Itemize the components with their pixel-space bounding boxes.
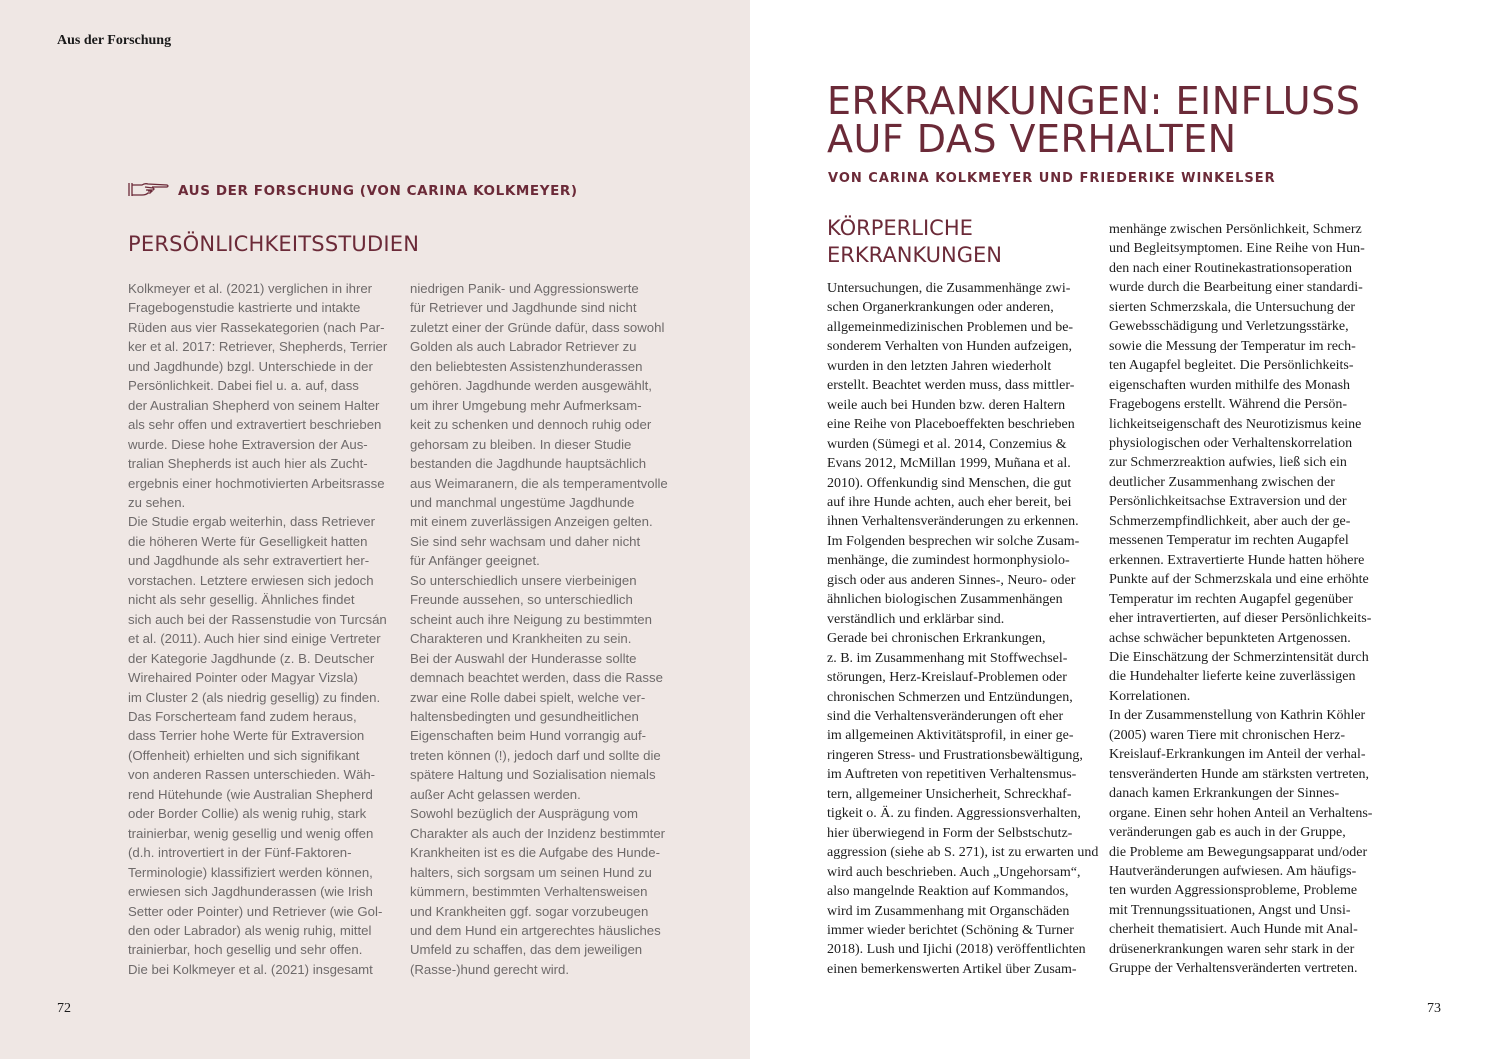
- text-line: (d.h. introvertiert in der Fünf-Faktoren-: [128, 845, 352, 861]
- section-heading: [827, 215, 1002, 269]
- text-line: ten Augapfel begleitet. Die Persönlichkeits-: [1109, 358, 1354, 374]
- text-line: et al. (2011). Auch hier sind einige Vertreter: [128, 631, 381, 647]
- text-line: ähnlichen biologischen Zusammenhängen: [827, 592, 1063, 608]
- text-line: tigkeit o. Ä. zu finden. Aggressionsverhalten,: [827, 806, 1081, 822]
- text-line: den oder Labrador) als wenig ruhig, mittel: [128, 922, 372, 938]
- text-line: physiologischen oder Verhaltenskorrelation: [1109, 435, 1353, 451]
- text-line: störungen, Herz-Kreislauf-Problemen oder: [827, 670, 1067, 686]
- text-line: sind die Verhaltensveränderungen oft eher: [827, 708, 1064, 724]
- text-line: Terminologie) klassifiziert werden können,: [128, 864, 373, 880]
- text-line: tensveränderten Hunde am stärksten vertreten,: [1109, 766, 1370, 782]
- text-line: außer Acht gelassen werden.: [410, 786, 581, 802]
- text-line: ergebnis einer hochmotivierten Arbeitsrasse: [128, 475, 385, 491]
- text-line: der Kategorie Jagdhunde (z. B. Deutscher: [128, 650, 375, 666]
- running-head: Aus der Forschung: [57, 33, 172, 48]
- text-line: also mangelnde Reaktion auf Kommandos,: [827, 884, 1069, 900]
- text-line: eigenschaften wurden mithilfe des Monash: [1109, 377, 1351, 393]
- text-line: danach kamen Erkrankungen der Sinnes-: [1109, 786, 1340, 802]
- text-line: den beliebtesten Assistenzhunderassen: [410, 358, 643, 374]
- text-line: treten können (!), jedoch darf und sollte die: [410, 747, 661, 763]
- text-line: mit Trennungssituationen, Angst und Unsi-: [1109, 902, 1351, 918]
- text-line: eher intravertierten, auf dieser Persönlichkeits-: [1109, 611, 1372, 627]
- text-line: um ihrer Umgebung mehr Aufmerksam-: [410, 397, 642, 413]
- text-line: Golden als auch Labrador Retriever zu: [410, 339, 637, 355]
- text-line: Hautveränderungen aufwiesen. Am häufigs-: [1109, 863, 1357, 879]
- text-line: Die Einschätzung der Schmerzintensität durch: [1109, 649, 1369, 665]
- text-line: halters, sich sorgsam um seinen Hund zu: [410, 864, 652, 880]
- text-line: Sowohl bezüglich der Ausprägung vom: [410, 806, 638, 822]
- text-line: gehören. Jagdhunde werden ausgewählt,: [410, 378, 652, 394]
- text-line: Die Studie ergab weiterhin, dass Retriever: [128, 514, 376, 530]
- text-line: einen bemerkenswerten Artikel über Zusam-: [827, 961, 1077, 977]
- text-line: Bei der Auswahl der Hunderasse sollte: [410, 650, 637, 666]
- text-line: achse schwächer bepunkteten Artgenossen.: [1109, 630, 1351, 646]
- text-line: erkennen. Extravertierte Hunde hatten höhere: [1109, 552, 1365, 568]
- text-line: organe. Einen sehr hohen Anteil an Verhaltens-: [1109, 805, 1373, 821]
- text-line: wird auch beschrieben. Auch „Ungehorsam“,: [827, 864, 1081, 880]
- text-line: weile auch bei Hunden bzw. deren Haltern: [827, 397, 1066, 413]
- text-line: zuletzt einer der Gründe dafür, dass sowohl: [410, 319, 665, 335]
- text-line: drüsenerkrankungen waren sehr stark in der: [1109, 941, 1355, 957]
- section-heading-line: ERKRANKUNGEN: [827, 243, 1002, 267]
- text-line: die höheren Werte für Geselligkeit hatten: [128, 533, 368, 549]
- text-line: die Probleme am Bewegungsapparat und/oder: [1109, 844, 1368, 860]
- text-line: lichkeitseigenschaft des Neurotizismus keine: [1109, 416, 1362, 432]
- text-line: Temperatur im rechten Augapfel gegenüber: [1109, 591, 1353, 607]
- text-line: Das Forscherteam fand zudem heraus,: [128, 708, 357, 724]
- text-line: rend Hütehunde (wie Australian Shepherd: [128, 786, 373, 802]
- text-line: zu sehen.: [128, 494, 186, 510]
- chapter-title: [827, 79, 1361, 161]
- chapter-authors: VON CARINA KOLKMEYER UND FRIEDERIKE WINKELSER: [828, 171, 1276, 186]
- text-line: 2018). Lush und Ijichi (2018) veröffentlichten: [827, 942, 1086, 958]
- text-line: Fragebogens erstellt. Während die Persön-: [1109, 397, 1348, 413]
- page-number-left: 72: [57, 1001, 71, 1016]
- text-line: cherheit thematisiert. Auch Hunde mit Anal-: [1109, 922, 1358, 938]
- text-line: ker et al. 2017: Retriever, Shepherds, Terrier: [128, 339, 388, 355]
- text-line: gisch oder aus anderen Sinnes-, Neuro- oder: [827, 572, 1076, 588]
- text-line: immer wieder berichtet (Schöning & Turner: [827, 922, 1074, 938]
- text-line: Schmerzempfindlichkeit, aber auch der ge-: [1109, 513, 1351, 529]
- text-line: aus Weimaranern, die als temperamentvolle: [410, 475, 668, 491]
- text-line: bestanden die Jagdhunde hauptsächlich: [410, 456, 647, 472]
- text-line: (2005) waren Tiere mit chronischen Herz-: [1109, 727, 1345, 743]
- text-line: Umfeld zu schaffen, das dem jeweiligen: [410, 942, 643, 958]
- text-line: scheint auch ihre Neigung zu bestimmten: [410, 611, 652, 627]
- text-line: eine Reihe von Placeboeffekten beschrieben: [827, 417, 1075, 433]
- text-line: der Australian Shepherd von seinem Halter: [128, 397, 380, 413]
- text-line: und Begleitsymptomen. Eine Reihe von Hun-: [1109, 241, 1365, 257]
- text-line: Kreislauf-Erkrankungen im Anteil der verhal-: [1109, 747, 1366, 763]
- text-line: sich auch bei der Rassenstudie von Turcsán: [128, 611, 387, 627]
- text-line: Im Folgenden besprechen wir solche Zusam-: [827, 533, 1080, 549]
- text-line: und manchmal ungestüme Jagdhunde: [410, 494, 635, 510]
- text-line: Korrelationen.: [1109, 688, 1191, 704]
- text-line: Punkte auf der Schmerzskala und eine erhöhte: [1109, 572, 1369, 588]
- text-line: In der Zusammenstellung von Kathrin Köhler: [1109, 708, 1366, 724]
- text-line: sowie die Messung der Temperatur im rech-: [1109, 338, 1356, 354]
- text-line: allgemeinmedizinischen Problemen und be-: [827, 319, 1074, 335]
- left-column-2: [410, 279, 668, 979]
- text-line: Kolkmeyer et al. (2021) verglichen in ihrer: [128, 281, 373, 296]
- right-column-1: [827, 279, 1098, 979]
- text-line: Sie sind sehr wachsam und daher nicht: [410, 533, 641, 549]
- text-line: hier überwiegend in Form der Selbstschutz-: [827, 825, 1073, 841]
- research-box-label: [128, 180, 578, 202]
- section-heading-line: KÖRPERLICHE: [827, 216, 973, 240]
- text-line: Untersuchungen, die Zusammenhänge zwi-: [827, 281, 1071, 296]
- text-line: Gewebsschädigung und Verletzungsstärke,: [1109, 319, 1349, 335]
- text-line: Die bei Kolkmeyer et al. (2021) insgesamt: [128, 961, 373, 977]
- text-line: menhänge zwischen Persönlichkeit, Schmerz: [1109, 222, 1362, 237]
- text-line: als sehr offen und extravertiert beschrieben: [128, 417, 382, 433]
- text-line: mit einem zuverlässigen Anzeigen gelten.: [410, 514, 653, 530]
- text-line: deutlicher Zusammenhang zwischen der: [1109, 474, 1335, 490]
- right-column-2: [1109, 220, 1372, 979]
- text-line: wird im Zusammenhang mit Organschäden: [827, 903, 1070, 919]
- text-line: gehorsam zu bleiben. In dieser Studie: [410, 436, 632, 452]
- text-line: 2010). Offenkundig sind Menschen, die gut: [827, 475, 1072, 491]
- text-line: vorstachen. Letztere erwiesen sich jedoch: [128, 572, 374, 588]
- text-line: Evans 2012, McMillan 1999, Muñana et al.: [827, 456, 1071, 472]
- text-line: Gruppe der Verhaltensveränderten vertreten.: [1109, 961, 1358, 977]
- research-box-title: AUS DER FORSCHUNG (VON CARINA KOLKMEYER): [178, 183, 578, 199]
- text-line: demnach beachtet werden, dass die Rasse: [410, 670, 663, 686]
- text-line: Charakter als auch der Inzidenz bestimmter: [410, 825, 666, 841]
- text-line: wurde durch die Bearbeitung einer standardi-: [1109, 280, 1363, 296]
- text-line: sierten Schmerzskala, die Untersuchung der: [1109, 299, 1356, 315]
- text-line: chronischen Schmerzen und Entzündungen,: [827, 689, 1073, 705]
- left-column-1: [128, 279, 387, 979]
- text-line: und dem Hund ein artgerechtes häusliches: [410, 922, 661, 938]
- text-line: für Retriever und Jagdhunde sind nicht: [410, 300, 637, 316]
- text-line: und Krankheiten ggf. sogar vorzubeugen: [410, 903, 649, 919]
- text-line: nicht als sehr gesellig. Ähnliches findet: [128, 592, 355, 608]
- text-line: z. B. im Zusammenhang mit Stoffwechsel-: [827, 650, 1068, 666]
- text-line: Wirehaired Pointer oder Magyar Vizsla): [128, 670, 358, 686]
- chapter-title-line: AUF DAS VERHALTEN: [827, 117, 1237, 161]
- text-line: im Cluster 2 (als niedrig gesellig) zu finden.: [128, 689, 381, 705]
- text-line: verständlich und erklärbar sind.: [827, 611, 1005, 627]
- text-line: von anderen Rassen unterschieden. Wäh-: [128, 767, 376, 783]
- text-line: den nach einer Routinekastrationsoperation: [1109, 260, 1352, 276]
- text-line: und Jagdhunde) bzgl. Unterschiede in der: [128, 358, 373, 374]
- text-line: Rüden aus vier Rassekategorien (nach Par-: [128, 319, 385, 335]
- text-line: veränderungen gab es auch in der Gruppe,: [1109, 825, 1346, 841]
- text-line: oder Border Collie) als wenig ruhig, stark: [128, 806, 367, 822]
- text-line: im allgemeinen Aktivitätsprofil, in einer ge-: [827, 728, 1074, 744]
- text-line: messenen Temperatur im rechten Augapfel: [1109, 533, 1349, 549]
- text-line: trainierbar, hoch gesellig und sehr offen.: [128, 942, 363, 958]
- text-line: ihnen Verhaltensveränderungen zu erkennen.: [827, 514, 1079, 530]
- text-line: aggression (siehe ab S. 271), ist zu erwarten und: [827, 845, 1099, 861]
- text-line: spätere Haltung und Sozialisation niemals: [410, 767, 656, 783]
- text-line: für Anfänger geeignet.: [410, 553, 540, 569]
- text-line: trainierbar, wenig gesellig und wenig offen: [128, 825, 374, 841]
- text-line: Persönlichkeitsachse Extraversion und der: [1109, 494, 1347, 510]
- text-line: keit zu schenken und dennoch ruhig oder: [410, 417, 652, 433]
- text-line: Setter oder Pointer) und Retriever (wie Gol-: [128, 903, 383, 919]
- chapter-title-line: ERKRANKUNGEN: EINFLUSS: [827, 79, 1361, 123]
- text-line: schen Organerkrankungen oder anderen,: [827, 300, 1054, 316]
- text-line: Charakteren und Krankheiten zu sein.: [410, 631, 632, 647]
- text-line: die Hundehalter lieferte keine zuverlässigen: [1109, 669, 1356, 685]
- text-line: ten wurden Aggressionsprobleme, Probleme: [1109, 883, 1358, 899]
- text-line: Freunde aussehen, so unterschiedlich: [410, 592, 633, 608]
- text-line: Persönlichkeit. Dabei fiel u. a. auf, dass: [128, 378, 359, 394]
- text-line: erstellt. Beachtet werden muss, dass mittler-: [827, 378, 1075, 394]
- text-line: sonderem Verhalten von Hunden aufzeigen,: [827, 339, 1073, 355]
- text-line: Gerade bei chronischen Erkrankungen,: [827, 631, 1046, 647]
- text-line: niedrigen Panik- und Aggressionswerte: [410, 281, 639, 296]
- text-line: tern, allgemeiner Unsicherheit, Schreckhaf-: [827, 786, 1072, 802]
- text-line: wurden in den letzten Jahren wiederholt: [827, 358, 1052, 374]
- text-line: So unterschiedlich unsere vierbeinigen: [410, 572, 637, 588]
- text-line: auf ihre Hunde achten, auch eher bereit, bei: [827, 494, 1072, 510]
- text-line: erwiesen sich Jagdhunderassen (wie Irish: [128, 884, 373, 900]
- text-line: ringeren Stress- und Frustrationsbewältigung,: [827, 747, 1083, 763]
- text-line: kümmern, bestimmten Verhaltensweisen: [410, 884, 648, 900]
- page-number-right: 73: [1427, 1001, 1441, 1016]
- text-line: und Jagdhunde als sehr extravertiert her-: [128, 553, 370, 569]
- text-line: menhänge, die zumindest hormonphysiolo-: [827, 553, 1070, 569]
- text-line: zur Schmerzreaktion aufwies, ließ sich ein: [1109, 455, 1347, 471]
- text-line: (Rasse-)hund gerecht wird.: [410, 961, 570, 977]
- text-line: tralian Shepherds ist auch hier als Zucht-: [128, 456, 368, 472]
- text-line: Krankheiten ist es die Aufgabe des Hunde-: [410, 845, 660, 861]
- text-line: Eigenschaften beim Hund vorrangig auf-: [410, 728, 647, 744]
- text-line: dass Terrier hohe Werte für Extraversion: [128, 728, 365, 744]
- text-line: zwar eine Rolle dabei spielt, welche ver-: [410, 689, 646, 705]
- text-line: haltensbedingten und gesundheitlichen: [410, 708, 639, 724]
- text-line: wurde. Diese hohe Extraversion der Aus-: [128, 436, 368, 452]
- text-line: im Auftreten von repetitiven Verhaltensmus-: [827, 767, 1077, 783]
- text-line: (Offenheit) erhielten und sich signifikant: [128, 747, 360, 763]
- text-line: wurden (Sümegi et al. 2014, Conzemius &: [827, 436, 1067, 452]
- section-heading: PERSÖNLICHKEITSSTUDIEN: [128, 232, 420, 256]
- text-line: Fragebogenstudie kastrierte und intakte: [128, 300, 361, 316]
- pointing-hand-icon: [128, 180, 170, 202]
